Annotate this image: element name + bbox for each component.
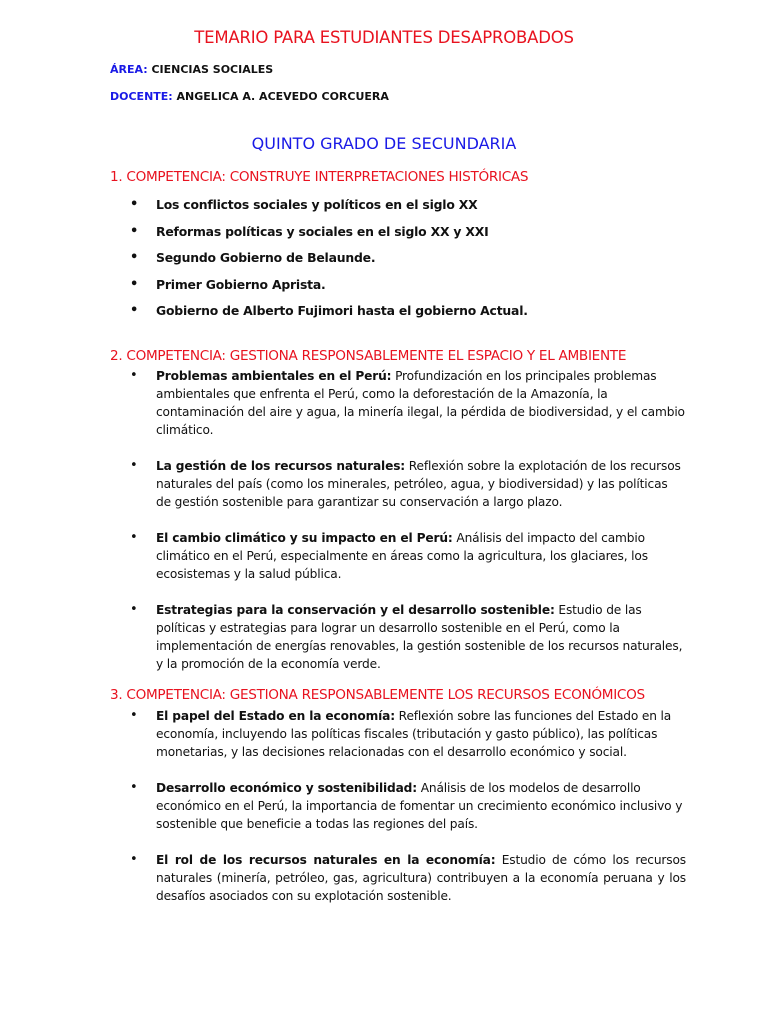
competencia-1-heading: 1. COMPETENCIA: CONSTRUYE INTERPRETACIONES HISTÓRICAS bbox=[110, 169, 529, 185]
area-label: ÁREA: bbox=[110, 63, 148, 76]
list-item: • Primer Gobierno Aprista. bbox=[130, 276, 326, 292]
document-title: TEMARIO PARA ESTUDIANTES DESAPROBADOS bbox=[194, 28, 574, 47]
list-item: • Los conflictos sociales y políticos en el siglo XX bbox=[130, 197, 478, 212]
bullet-icon: • bbox=[130, 602, 138, 617]
bullet-icon: • bbox=[130, 223, 139, 239]
list-item: • Reformas políticas y sociales en el siglo XX y XXI bbox=[130, 223, 489, 239]
bullet-icon: • bbox=[130, 852, 138, 867]
list-item: • El rol de los recursos naturales en la economía: Estudio de cómo los recursos naturales (minería, petróleo, gas, agricultura) contribuyen a la economía peruana y los desafíos asociados con su explotación sostenible. bbox=[130, 852, 686, 903]
bullet-icon: • bbox=[130, 276, 139, 292]
list-item: • Problemas ambientales en el Perú: Profundización en los principales problemas ambientales que enfrenta el Perú, como la deforestación de la Amazonía, la contaminación del aire y agua, la minería ilegal, la pérdida de biodiversidad, y el cambio climático. bbox=[130, 368, 685, 437]
competencia-2-list bbox=[110, 367, 686, 691]
competencia-3-list bbox=[110, 707, 686, 923]
list-item: • Gobierno de Alberto Fujimori hasta el gobierno Actual. bbox=[130, 303, 528, 318]
competencia-3-heading: 3. COMPETENCIA: GESTIONA RESPONSABLEMENTE LOS RECURSOS ECONÓMICOS bbox=[110, 687, 645, 703]
list-item: • El cambio climático y su impacto en el Perú: Análisis del impacto del cambio climático en el Perú, especialmente en áreas como la agricultura, los glaciares, los ecosistemas y la salud pública. bbox=[130, 530, 648, 581]
list-item: • Desarrollo económico y sostenibilidad: Análisis de los modelos de desarrollo económico en el Perú, la importancia de fomentar un crecimiento económico inclusivo y sostenible que beneficie a todas las regiones del país. bbox=[130, 780, 683, 831]
list-item: • Estrategias para la conservación y el desarrollo sostenible: Estudio de las políticas y estrategias para lograr un desarrollo sostenible en el Perú, como la implementación de energías renovables, la gestión sostenible de los recursos naturales, y la promoción de la economía verde. bbox=[130, 602, 683, 671]
list-item: • Segundo Gobierno de Belaunde. bbox=[130, 250, 376, 265]
bullet-icon: • bbox=[130, 458, 138, 473]
docente-value: ANGELICA A. ACEVEDO CORCUERA bbox=[176, 90, 389, 103]
grade-heading: QUINTO GRADO DE SECUNDARIA bbox=[251, 134, 517, 153]
bullet-icon: • bbox=[130, 303, 139, 318]
docente-label: DOCENTE: bbox=[110, 90, 173, 103]
competencia-1-list bbox=[110, 197, 686, 330]
bullet-icon: • bbox=[130, 368, 138, 383]
bullet-icon: • bbox=[130, 197, 139, 212]
list-item: • La gestión de los recursos naturales: Reflexión sobre la explotación de los recursos naturales del país (como los minerales, petróleo, agua, y biodiversidad) y las políticas de gestión sostenible para garantizar su conservación a largo plazo. bbox=[130, 458, 681, 509]
bullet-icon: • bbox=[130, 780, 138, 795]
competencia-2-heading: 2. COMPETENCIA: GESTIONA RESPONSABLEMENTE EL ESPACIO Y EL AMBIENTE bbox=[110, 348, 627, 364]
bullet-icon: • bbox=[130, 250, 139, 265]
bullet-icon: • bbox=[130, 708, 138, 723]
list-item: • El papel del Estado en la economía: Reflexión sobre las funciones del Estado en la economía, incluyendo las políticas fiscales (tributación y gasto público), las políticas monetarias, y las decisiones relacionadas con el desarrollo económico y social. bbox=[130, 708, 672, 759]
area-value: CIENCIAS SOCIALES bbox=[151, 63, 274, 76]
bullet-icon: • bbox=[130, 530, 138, 545]
area-line bbox=[110, 63, 273, 76]
docente-line bbox=[110, 90, 389, 103]
